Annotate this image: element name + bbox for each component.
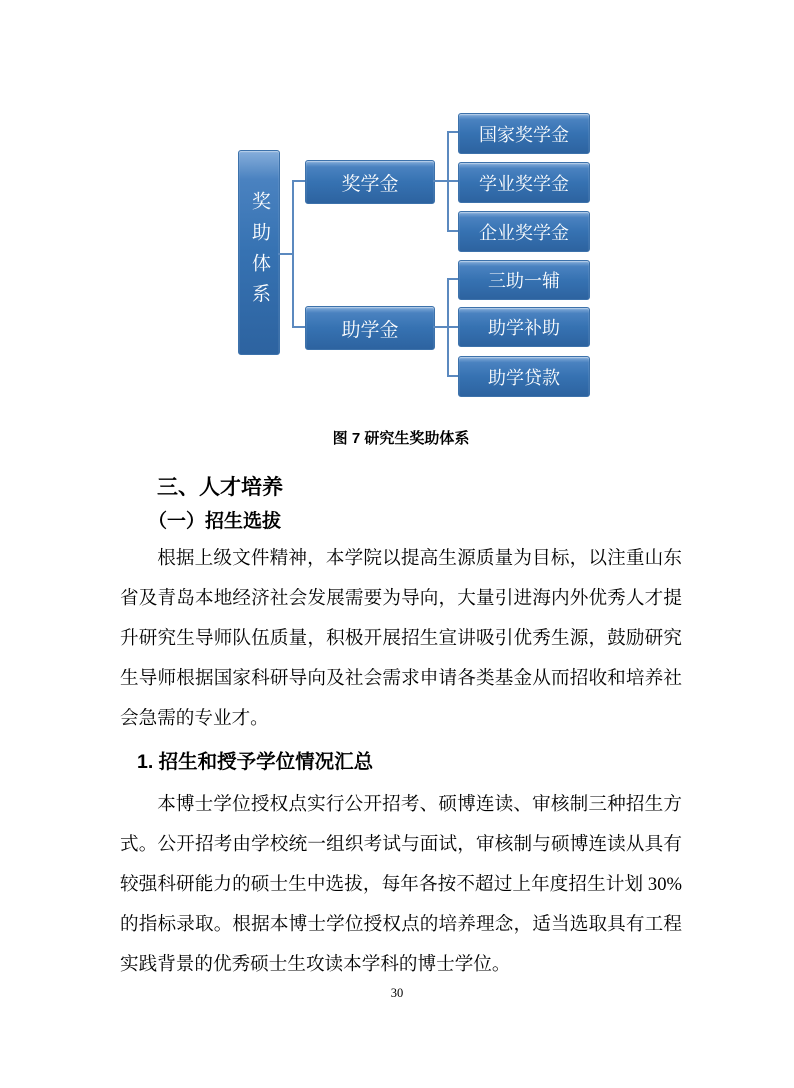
paragraph-enrollment-intro: 根据上级文件精神，本学院以提高生源质量为目标，以注重山东省及青岛本地经济社会发展需要为导向，大量引进海内外优秀人才提升研究生导师队伍质量，积极开展招生宣讲吸引优秀生源，鼓励研究生导师根据国家科研导向及社会需求申请各类基金从而招收和培养社会急需的专业才。 <box>120 548 682 729</box>
connector-line <box>292 180 294 327</box>
document-body <box>120 430 682 985</box>
diagram-leaf-label: 助学贷款 <box>488 367 560 388</box>
diagram-leaf-label: 国家奖学金 <box>479 124 569 145</box>
diagram-leaf-label: 企业奖学金 <box>479 222 569 243</box>
connector-line <box>447 278 458 280</box>
diagram-leaf-box <box>458 307 590 347</box>
connector-line <box>447 180 458 182</box>
diagram-root-label: 奖助体系 <box>249 190 270 315</box>
diagram-leaf-box <box>458 356 590 397</box>
diagram-branch-box-scholarship <box>305 160 435 204</box>
diagram-leaf-box <box>458 113 590 154</box>
connector-line <box>292 326 305 328</box>
diagram-leaf-label: 三助一辅 <box>488 271 560 291</box>
diagram-leaf-label: 学业奖学金 <box>479 173 569 194</box>
subsection-heading: （一）招生选拔 <box>148 511 282 532</box>
diagram-leaf-label: 助学补助 <box>488 318 560 338</box>
connector-line <box>433 326 447 328</box>
connector-line <box>447 230 458 232</box>
diagram-leaf-box <box>458 162 590 203</box>
section-heading: 三、人才培养 <box>157 476 283 499</box>
connector-line <box>447 326 458 328</box>
paragraph-admission-methods: 本博士学位授权点实行公开招考、硕博连读、审核制三种招生方式。公开招考由学校统一组织考试与面试，审核制与硕博连读从具有较强科研能力的硕士生中选拔，每年各按不超过上年度招生计划 30%的指标录取。根据本博士学位授权点的培养理念，适当选取具有工程实践背景的优秀硕士生攻读本学科的博士学位。 <box>120 794 682 975</box>
diagram-branch-box-grant <box>305 306 435 350</box>
connector-line <box>292 180 305 182</box>
connector-line <box>278 253 292 255</box>
connector-line <box>433 180 447 182</box>
connector-line <box>447 375 458 377</box>
diagram-branch-label: 助学金 <box>341 319 399 341</box>
figure-caption: 图 7 研究生奖助体系 <box>332 430 470 447</box>
diagram-root-box <box>238 150 280 355</box>
numbered-heading: 1. 招生和授予学位情况汇总 <box>137 751 374 773</box>
diagram-leaf-box <box>458 260 590 300</box>
page-number: 30 <box>390 986 404 1000</box>
connector-line <box>447 131 458 133</box>
diagram-branch-label: 奖学金 <box>341 173 399 195</box>
diagram-leaf-box <box>458 211 590 252</box>
